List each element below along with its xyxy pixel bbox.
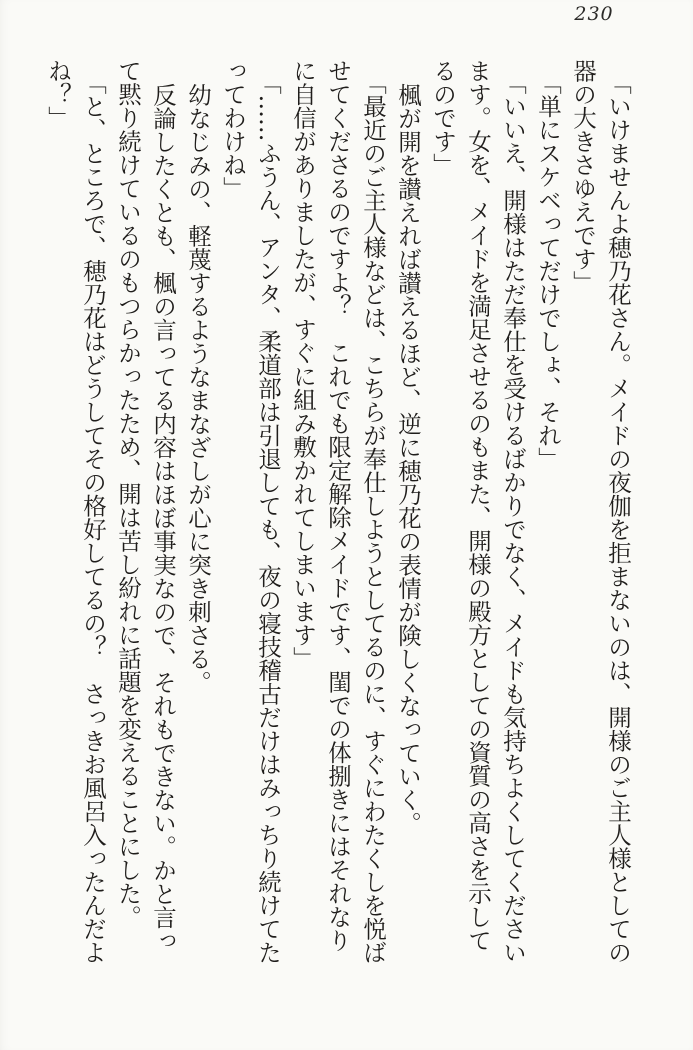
paragraph: 幼なじみの、軽蔑するようなまなざしが心に突き刺さる。: [184, 82, 212, 694]
paragraph: 「いけませんよ穂乃花さん。メイドの夜伽を拒まないのは、開様のご主人様としての器の大きさゆえです」: [569, 59, 632, 964]
paragraph: 反論したくとも、楓の言ってる内容はほぼ事実なので、それもできない。かと言って黙り続けているのもつらかったため、開は苦し紛れに話題を変えることにした。: [114, 59, 177, 952]
paragraph: 「いいえ、開様はただ奉仕を受けるばかりでなく、メイドも気持ちよくしてくださいます。女を、メイドを満足させるのもまた、開様の殿方としての資質の高さを示してるのです」: [429, 59, 527, 964]
paragraph: 楓が開を讃えれば讃えるほど、逆に穂乃花の表情が険しくなっていく。: [394, 82, 422, 835]
paragraph: 「と、ところで、穂乃花はどうしてその格好してるの？ さっきお風呂入ったんだよね？」: [44, 59, 107, 964]
page-number: 230: [574, 3, 614, 25]
paragraph: 「単にスケベってだけでしょ、それ」: [534, 70, 562, 471]
text-area: [40, 59, 635, 969]
paragraph: 「最近のご主人様などは、こちらが奉仕しようとしてるのに、すぐにわたくしを悦ばせてくださるのですよ？ これでも限定解除メイドです、閨での体捌きにはそれなりに自信がありましたが、すぐに組み敷かれてしまいます」: [289, 59, 387, 964]
paragraph: 「……ふうん、アンタ、柔道部は引退しても、夜の寝技稽古だけはみっちり続けてたってわけね」: [219, 59, 282, 964]
